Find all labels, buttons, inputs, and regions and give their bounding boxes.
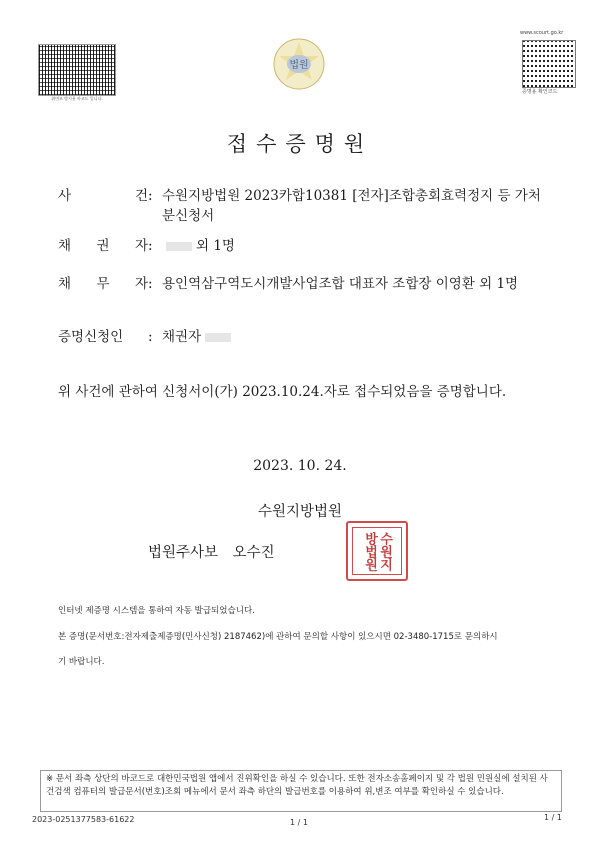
note-inquiry: 본 증명(문서번호:전자제출제증명(민사신청) 2187462)에 관하여 문의할 사항이 있으시면 02-3480-1715로 문의하시 (58, 632, 498, 642)
field-case-label: 사 건 (58, 188, 148, 204)
field-debtor-label: 채 무 자 (58, 276, 148, 292)
redacted-name (205, 333, 231, 342)
field-debtor-value: 용인역삼구역도시개발사업조합 대표자 조합장 이영환 외 1명 (162, 276, 519, 292)
court-officer: 법원주사보 오수진 (148, 545, 275, 561)
field-creditor (58, 236, 548, 256)
emblem-label: 법원 (289, 60, 309, 71)
field-case-value: 수원지방법원 2023카합10381 [전자]조합총회효력정지 등 가처분신청서 (162, 188, 541, 224)
note-inquiry-cont: 기 바랍니다. (58, 657, 105, 667)
barcode-caption: 위변조 방지용 바코드 입니다. (51, 96, 103, 101)
seal-text: 수원지방법원 (352, 527, 402, 575)
court-name: 수원지방법원 (257, 504, 343, 520)
field-debtor (58, 274, 548, 294)
field-creditor-label: 채 권 자 (58, 238, 148, 254)
field-debtor-colon: : (148, 276, 153, 292)
redacted-name (166, 242, 192, 251)
issue-number: 2023-0251377583-61622 (32, 815, 135, 824)
creditor-extra: 외 1명 (196, 238, 235, 254)
note-auto-issued: 인터넷 제증명 시스템을 통하여 자동 발급되었습니다. (58, 606, 255, 616)
field-case (58, 186, 548, 226)
certification-statement: 위 사건에 관하여 신청서이(가) 2023.10.24.자로 접수되었음을 증명합니다. (58, 384, 507, 400)
applicant-role: 채권자 (162, 329, 202, 345)
page-number: 1 / 1 (290, 818, 308, 827)
document-title: 접수증명원 (226, 132, 374, 156)
field-case-colon: : (148, 188, 153, 204)
court-seal (346, 521, 408, 581)
field-applicant-colon: : (148, 329, 153, 345)
qr-code (522, 40, 576, 88)
field-applicant (58, 327, 548, 347)
verification-notice: ※ 문서 좌측 상단의 바코드로 대한민국법원 앱에서 진위확인을 하실 수 있습니다. 또한 전자소송홈페이지 및 각 법원 민원실에 설치된 사건검색 컴퓨터의 발급문서(번호)조회 메뉴에서 문서 좌측 하단의 발급번호를 이용하여 위,변조 여부를 확인하실 수 있습니다. (46, 774, 548, 797)
field-applicant-label: 증명신청인 (58, 329, 124, 345)
field-creditor-value (162, 236, 548, 256)
court-emblem-icon (268, 36, 330, 92)
qr-caption: 증명용 확인코드 (522, 89, 558, 95)
field-creditor-colon: : (148, 238, 153, 254)
qr-url: www.scourt.go.kr (520, 30, 564, 36)
page-number-right: 1 / 1 (544, 813, 562, 822)
issue-date: 2023. 10. 24. (253, 458, 347, 474)
field-applicant-value (162, 327, 548, 347)
anti-forgery-barcode (38, 44, 116, 96)
